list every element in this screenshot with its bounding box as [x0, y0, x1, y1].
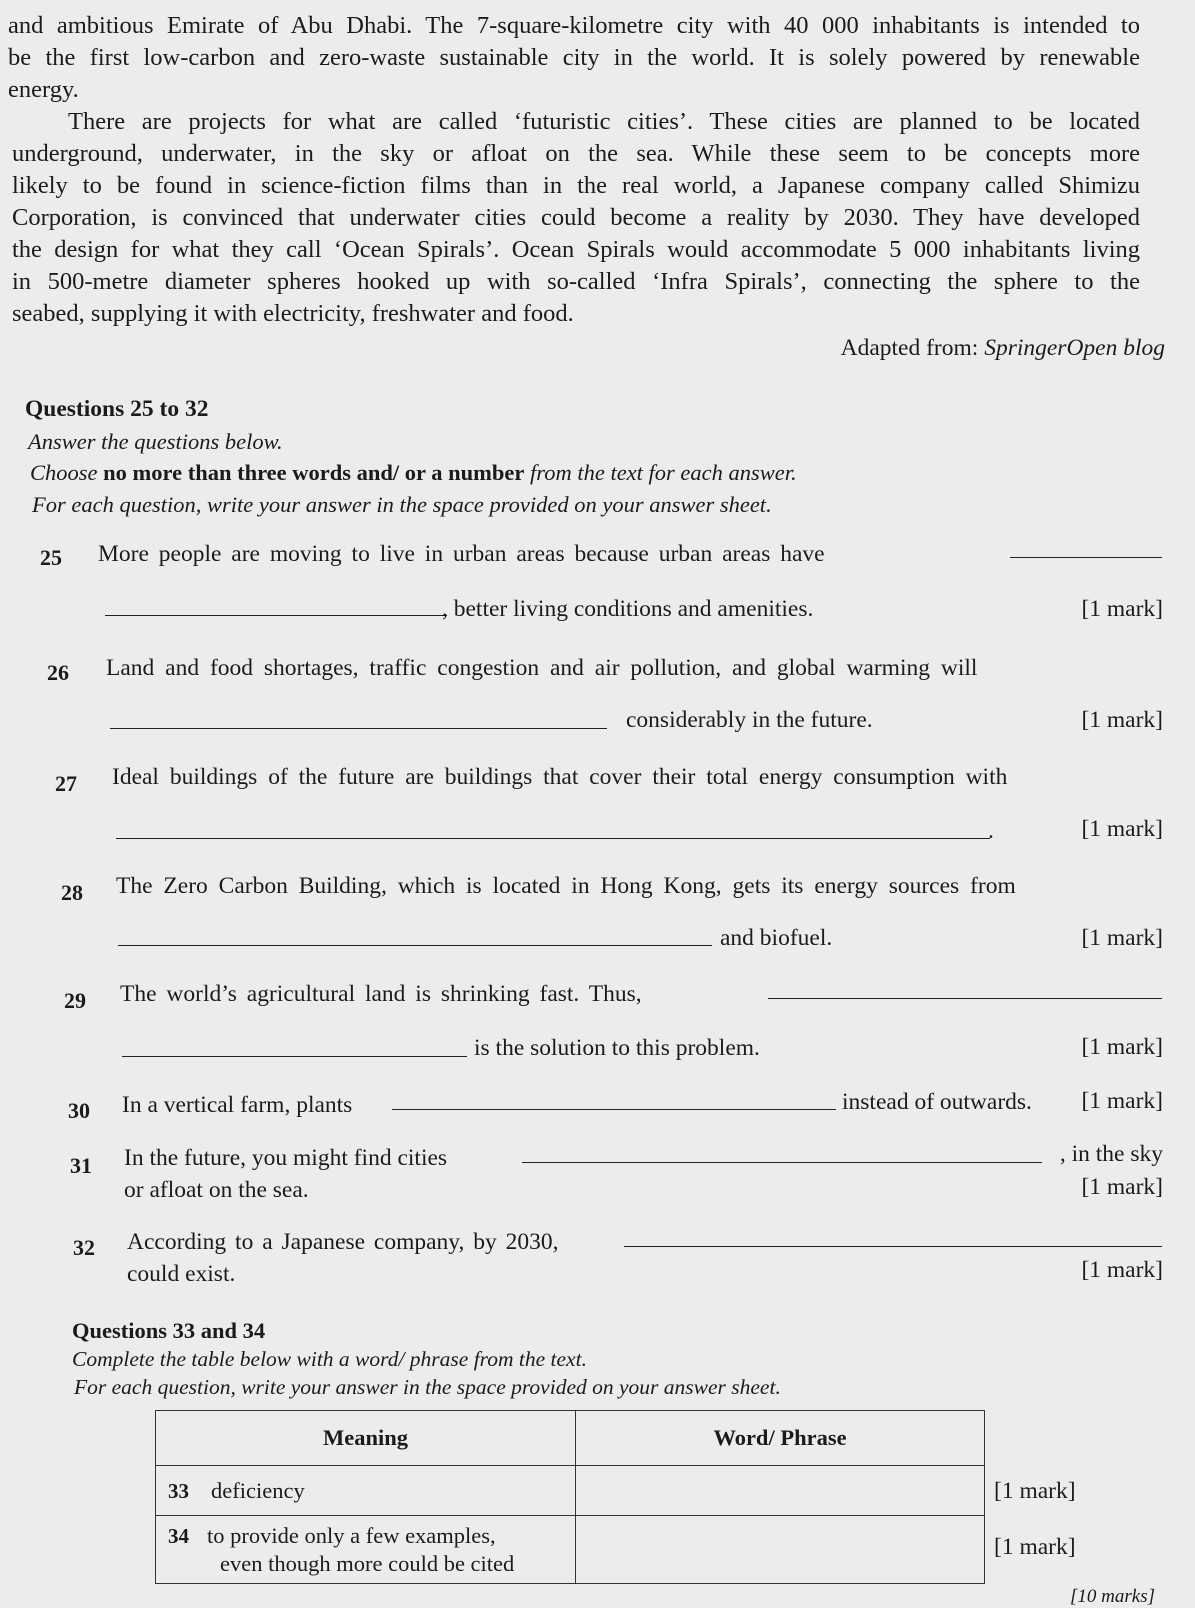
question-text: , better living conditions and amenities.	[442, 596, 814, 622]
mark-label: [1 mark]	[1081, 1174, 1163, 1200]
passage-line: be the first low-carbon and zero-waste sustainable city in the world. It is solely powered by renewable	[8, 44, 1140, 71]
question-number: 26	[47, 660, 69, 685]
question-number: 28	[61, 880, 83, 905]
answer-blank	[768, 998, 1162, 999]
table-cell-answer	[576, 1466, 985, 1516]
answer-blank	[116, 838, 990, 839]
question-number: 29	[64, 988, 86, 1013]
answer-blank	[1010, 557, 1162, 558]
section-heading: Questions 25 to 32	[25, 396, 209, 422]
vocabulary-table	[155, 1410, 985, 1584]
passage-line: There are projects for what are called ‘futuristic cities’. These cities are planned to be located	[68, 108, 1140, 135]
mark-label: [1 mark]	[994, 1478, 1076, 1504]
instruction: Complete the table below with a word/ phrase from the text.	[72, 1347, 587, 1371]
instruction: For each question, write your answer in the space provided on your answer sheet.	[32, 492, 772, 517]
mark-label: [1 mark]	[1081, 1257, 1163, 1283]
question-text: More people are moving to live in urban areas because urban areas have	[98, 541, 825, 567]
question-text: The Zero Carbon Building, which is located in Hong Kong, gets its energy sources from	[116, 873, 1016, 899]
question-text: considerably in the future.	[626, 707, 873, 733]
question-text: or afloat on the sea.	[124, 1177, 309, 1203]
question-text: According to a Japanese company, by 2030,	[127, 1229, 559, 1255]
passage-line: seabed, supplying it with electricity, freshwater and food.	[12, 300, 574, 327]
question-number: 25	[40, 545, 62, 570]
instruction: Choose no more than three words and/ or a number from the text for each answer.	[30, 460, 797, 485]
table-cell-answer	[576, 1516, 985, 1584]
table-header: Meaning	[156, 1411, 576, 1466]
table-header: Word/ Phrase	[576, 1411, 985, 1466]
mark-label: [1 mark]	[1081, 925, 1163, 951]
passage-line: the design for what they call ‘Ocean Spirals’. Ocean Spirals would accommodate 5 000 inhabitants living	[12, 236, 1140, 263]
table-header-row	[156, 1411, 985, 1466]
question-text: and biofuel.	[720, 925, 833, 951]
mark-label: [1 mark]	[994, 1534, 1076, 1560]
passage-line: energy.	[8, 76, 79, 103]
question-text: could exist.	[127, 1261, 236, 1287]
passage-source: Adapted from: SpringerOpen blog	[840, 335, 1165, 361]
mark-label: [1 mark]	[1081, 1034, 1163, 1060]
answer-blank	[392, 1109, 836, 1110]
mark-label: [1 mark]	[1081, 816, 1163, 842]
question-number: 34	[168, 1523, 189, 1548]
answer-blank	[624, 1246, 1162, 1247]
question-number: 30	[68, 1098, 90, 1123]
question-text: In the future, you might find cities	[124, 1145, 448, 1171]
question-number: 33	[168, 1478, 189, 1503]
section-heading: Questions 33 and 34	[72, 1318, 266, 1343]
answer-blank	[110, 728, 607, 729]
mark-label: [1 mark]	[1081, 707, 1163, 733]
instruction: Answer the questions below.	[28, 429, 283, 454]
question-text: instead of outwards.	[842, 1089, 1032, 1115]
passage-line: in 500-metre diameter spheres hooked up with so-called ‘Infra Spirals’, connecting the sphere to the	[12, 268, 1140, 295]
mark-label: [1 mark]	[1081, 1088, 1163, 1114]
answer-blank	[522, 1162, 1042, 1163]
answer-blank	[105, 615, 447, 616]
question-number: 27	[55, 771, 77, 796]
passage-line: likely to be found in science-fiction films than in the real world, a Japanese company called Shimizu	[12, 172, 1140, 199]
answer-blank	[122, 1056, 467, 1057]
answer-blank	[118, 945, 712, 946]
table-row	[156, 1516, 985, 1584]
question-text: Land and food shortages, traffic congestion and air pollution, and global warming will	[106, 655, 978, 681]
question-text: .	[988, 818, 994, 844]
question-text: Ideal buildings of the future are buildings that cover their total energy consumption with	[112, 764, 1008, 790]
table-row	[156, 1466, 985, 1516]
question-text: The world’s agricultural land is shrinking fast. Thus,	[120, 981, 642, 1007]
passage-paragraph-2	[12, 106, 1140, 330]
question-text: is the solution to this problem.	[474, 1035, 760, 1061]
question-text: In a vertical farm, plants	[122, 1092, 353, 1118]
question-number: 32	[73, 1235, 95, 1260]
total-marks: [10 marks]	[1070, 1586, 1155, 1607]
passage-line: underground, underwater, in the sky or afloat on the sea. While these seem to be concepts more	[12, 140, 1140, 167]
passage-line: and ambitious Emirate of Abu Dhabi. The 7-square-kilometre city with 40 000 inhabitants is intended to	[8, 12, 1140, 39]
passage-line: Corporation, is convinced that underwater cities could become a reality by 2030. They have developed	[12, 204, 1140, 231]
instruction: For each question, write your answer in the space provided on your answer sheet.	[74, 1375, 781, 1399]
question-number: 31	[70, 1153, 92, 1178]
mark-label: [1 mark]	[1081, 596, 1163, 622]
passage-paragraph-1	[8, 10, 1140, 106]
table-cell-meaning: 34 to provide only a few examples, even though more could be cited	[156, 1516, 576, 1584]
question-text: , in the sky	[1059, 1141, 1163, 1167]
table-cell-meaning: 33 deficiency	[156, 1466, 576, 1516]
